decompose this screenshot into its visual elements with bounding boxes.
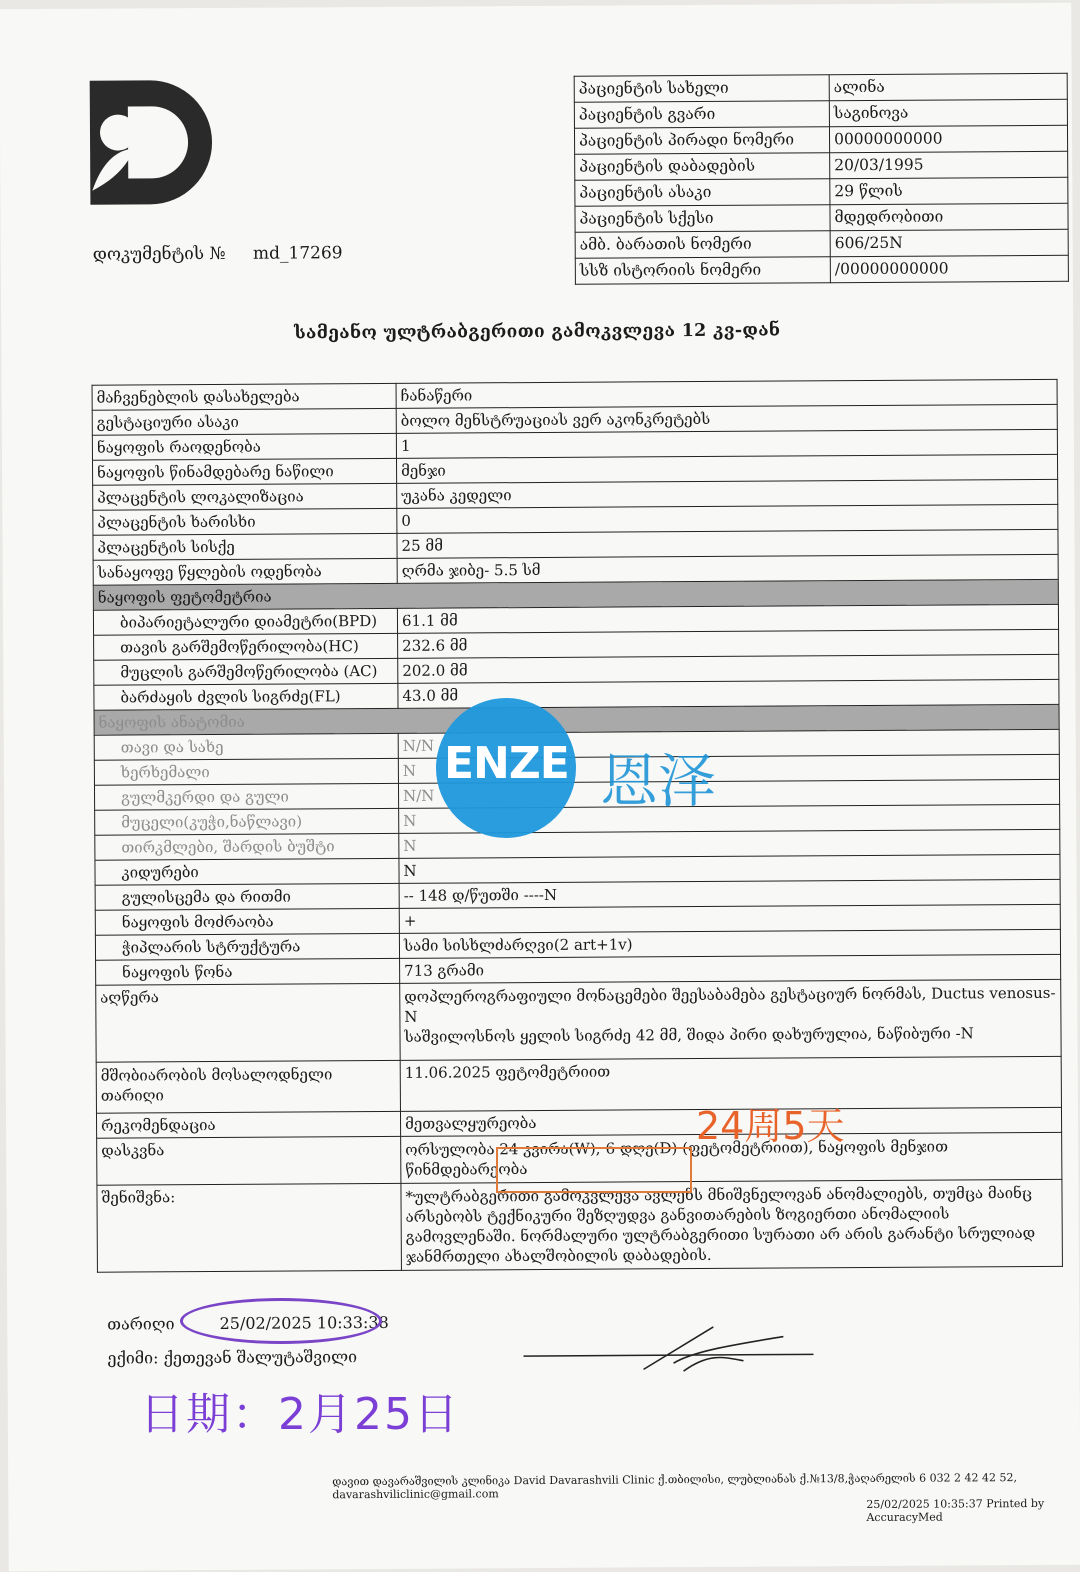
exam-value: N bbox=[399, 829, 1060, 858]
patient-row-surname bbox=[574, 99, 1067, 128]
watermark-latin-text: ENZE bbox=[444, 738, 569, 789]
exam-label: რეკომენდაცია bbox=[96, 1111, 400, 1138]
exam-label: გესტაციური ასაკი bbox=[92, 408, 396, 435]
document-number bbox=[93, 243, 343, 265]
clinic-logo bbox=[70, 70, 221, 221]
note-value: *ულტრაბგერითი გამოკვლევა ავლენს მნიშვნელოვან ანომალიებს, თუმცა მაინც არსებობს ტექნიკური შეზღუდვა განვითარების ზოგიერთი ანომალიის გამოვლენაში. ნორმალური ულტრაბგერითი სურათი არ არის გარანტი სრულიად ჯანმრთელი ახალშობილის დაბადების. bbox=[401, 1179, 1063, 1270]
section-title: ნაყოფის ფეტომეტრია bbox=[93, 579, 1058, 610]
patient-label: პაციენტის ასაკი bbox=[575, 179, 830, 207]
exam-label: დასკვნა bbox=[97, 1136, 401, 1185]
exam-label: ნაყოფის წინამდებარე ნაწილი bbox=[92, 458, 396, 485]
date-label: თარიღი bbox=[107, 1314, 175, 1334]
date-highlight-oval bbox=[180, 1298, 382, 1344]
exam-value: მენჯი bbox=[396, 454, 1057, 483]
exam-label: გულისცემა და რითმი bbox=[95, 883, 399, 910]
date-value: 25/02/2025 10:33:38 bbox=[219, 1312, 389, 1333]
printed-stamp: 25/02/2025 10:35:37 Printed by AccuracyMed bbox=[866, 1496, 1045, 1525]
section-title: ნაყოფის ანატომია bbox=[94, 704, 1059, 735]
patient-label: პაციენტის გვარი bbox=[574, 101, 829, 129]
patient-label: პაციენტის სახელი bbox=[574, 75, 829, 103]
exam-label: ნაყოფის რაოდენობა bbox=[92, 433, 396, 460]
patient-row-personal-id bbox=[574, 125, 1067, 154]
patient-info-table bbox=[574, 73, 1069, 285]
exam-value: 25 მმ bbox=[397, 529, 1058, 558]
gestation-highlight-box bbox=[496, 1147, 692, 1193]
exam-value: 43.0 მმ bbox=[398, 679, 1059, 708]
patient-value: მდედრობითი bbox=[830, 203, 1068, 230]
exam-value: N bbox=[398, 754, 1059, 783]
exam-label: ნაყოფის წონა bbox=[96, 958, 400, 985]
exam-label: გულმკერდი და გული bbox=[94, 783, 398, 810]
exam-value: N bbox=[399, 804, 1060, 833]
report-title: სამეანო ულტრაბგერითი გამოკვლევა 12 კვ-დან bbox=[293, 320, 781, 344]
exam-value: N bbox=[399, 854, 1060, 883]
patient-value: 606/25N bbox=[830, 229, 1068, 256]
patient-value: საგინოვა bbox=[829, 99, 1067, 126]
exam-value: 1 bbox=[396, 429, 1057, 458]
exam-label: ჭიპლარის სტრუქტურა bbox=[95, 933, 399, 960]
conclusion-prefix: ორსულობა bbox=[405, 1140, 495, 1159]
patient-label: სსზ ისტორიის ნომერი bbox=[575, 257, 830, 285]
doctor-signature bbox=[523, 1322, 823, 1384]
exam-value: 232.6 მმ bbox=[398, 629, 1059, 658]
exam-value: მეთვალყურეობა bbox=[400, 1107, 1061, 1136]
exam-label: კიდურები bbox=[95, 858, 399, 885]
exam-label: ბიპარიეტალური დიამეტრი(BPD) bbox=[93, 608, 397, 635]
patient-row-birthdate bbox=[575, 151, 1068, 180]
exam-label: ნაყოფის მოძრაობა bbox=[95, 908, 399, 935]
patient-value: /00000000000 bbox=[830, 255, 1068, 282]
note-row bbox=[97, 1179, 1063, 1272]
exam-label: თავის გარშემოწერილობა(HC) bbox=[94, 633, 398, 660]
enze-watermark bbox=[436, 698, 766, 848]
exam-value: სამი სისხლძარღვი(2 art+1v) bbox=[399, 929, 1060, 958]
exam-label: პლაცენტის ლოკალიზაცია bbox=[93, 483, 397, 510]
exam-header-label: მაჩვენებლის დასახელება bbox=[92, 383, 396, 410]
doctor-label: ექიმი: bbox=[107, 1348, 159, 1368]
clinic-footer: დავით დავარაშვილის კლინიკა David Davarashvili Clinic ქ.თბილისი, ლუბლიანას ქ.№13/8,ჭაღარელის 6 032 2 42 42 52, davarashviliclinic@gmail.com bbox=[332, 1471, 1018, 1502]
exam-label: მშობიარობის მოსალოდნელი თარიღი bbox=[96, 1060, 400, 1113]
gestation-annotation: 24周5天 bbox=[696, 1104, 845, 1148]
exam-value: ბოლო მენსტრუაციას ვერ აკონკრეტებს bbox=[396, 404, 1057, 433]
date-annotation: 日期：2月25日 bbox=[140, 1389, 460, 1440]
patient-value: ალინა bbox=[829, 73, 1067, 100]
exam-value: 0 bbox=[397, 504, 1058, 533]
due-date-row bbox=[96, 1056, 1061, 1113]
exam-label: პლაცენტის სისქე bbox=[93, 533, 397, 560]
patient-row-card-number bbox=[575, 229, 1068, 258]
patient-value: 29 წლის bbox=[830, 177, 1068, 204]
patient-label: პაციენტის სქესი bbox=[575, 205, 830, 233]
exam-value: 202.0 მმ bbox=[398, 654, 1059, 683]
description-line-2: საშვილოსნოს ყელის სიგრძე 42 მმ, შიდა პირი დახურულია, ნაწიბური -N bbox=[404, 1024, 974, 1046]
patient-label: პაციენტის დაბადების bbox=[575, 153, 830, 181]
exam-label: მუცელი(კუჭი,ნაწლავი) bbox=[95, 808, 399, 835]
exam-value: ღრმა ჯიბე- 5.5 სმ bbox=[397, 554, 1058, 583]
description-line-1: დოპლეროგრაფიული მონაცემები შეესაბამება გესტაციურ ნორმას, Ductus venosus-N bbox=[404, 983, 1056, 1026]
exam-value: N/N bbox=[398, 779, 1059, 808]
patient-label: პაციენტის პირადი ნომერი bbox=[574, 127, 829, 155]
description-row bbox=[96, 979, 1061, 1062]
patient-row-history-number bbox=[575, 255, 1068, 284]
exam-label: თირკმლები, შარდის ბუშტი bbox=[95, 833, 399, 860]
watermark-cjk-text: 恩泽 bbox=[600, 747, 717, 815]
exam-label: თავი და სახე bbox=[94, 733, 398, 760]
doctor bbox=[107, 1347, 357, 1368]
exam-label: პლაცენტის ხარისხი bbox=[93, 508, 397, 535]
exam-label: ხერხემალი bbox=[94, 758, 398, 785]
exam-value: N/N bbox=[398, 729, 1059, 758]
doctor-name: ქეთევან შალუტაშვილი bbox=[163, 1347, 358, 1368]
exam-value: + bbox=[399, 904, 1060, 933]
conclusion-suffix: (ფეტომეტრიით), ნაყოფის მენჯით წინმდებარეობა bbox=[405, 1137, 949, 1179]
patient-value: 20/03/1995 bbox=[830, 151, 1068, 178]
patient-row-age bbox=[575, 177, 1068, 206]
exam-label: მუცლის გარშემოწერილობა (AC) bbox=[94, 658, 398, 685]
document-number-label: დოკუმენტის № bbox=[92, 243, 226, 265]
exam-label: სანაყოფე წყლების ოდენობა bbox=[93, 558, 397, 585]
exam-label: შენიშვნა: bbox=[97, 1183, 402, 1272]
document-number-value: md_17269 bbox=[252, 243, 343, 264]
exam-header-value: ჩანაწერი bbox=[396, 379, 1057, 408]
exam-label: აღწერა bbox=[96, 983, 400, 1062]
exam-value: 713 გრამი bbox=[400, 954, 1061, 983]
exam-value: 11.06.2025 ფეტომეტრიით bbox=[400, 1056, 1061, 1111]
patient-label: ამბ. ბარათის ნომერი bbox=[575, 231, 830, 259]
exam-value: 61.1 მმ bbox=[397, 604, 1058, 633]
exam-value: უკანა კედელი bbox=[397, 479, 1058, 508]
patient-value: 00000000000 bbox=[829, 125, 1067, 152]
patient-row-name bbox=[574, 73, 1067, 102]
description-value bbox=[400, 979, 1061, 1060]
exam-value: -- 148 დ/წუთში ----N bbox=[399, 879, 1060, 908]
conclusion-weeks: 24 კვირა(W); 6 დღე(D) bbox=[499, 1139, 678, 1159]
exam-label: ბარძაყის ძვლის სიგრძე(FL) bbox=[94, 683, 398, 710]
patient-row-sex bbox=[575, 203, 1068, 232]
